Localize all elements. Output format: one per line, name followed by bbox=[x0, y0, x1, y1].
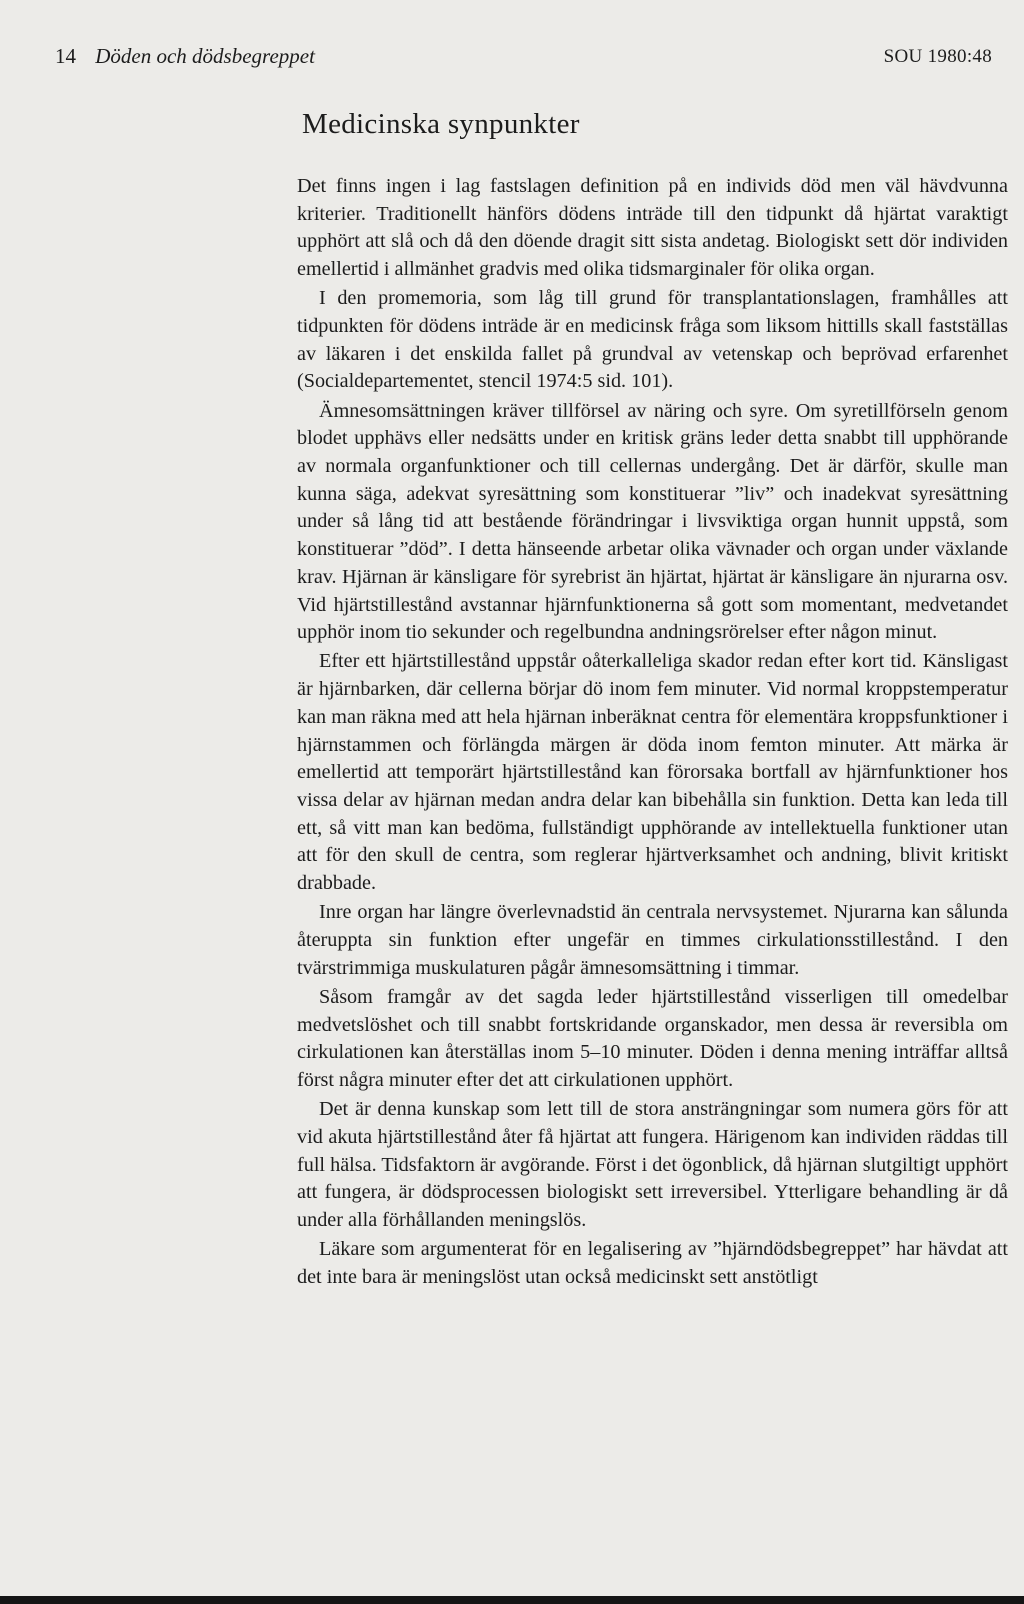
header-left bbox=[55, 44, 315, 69]
paragraph-6: Såsom framgår av det sagda leder hjärtstillestånd visserligen till omedelbar medvetslöshet och till snabbt fortskridande organskador, men dessa är reversibla om cirkulationen kan återställas inom 5–10 minuter. Döden i denna mening inträffar alltså först några minuter efter det att cirkulationen upphört. bbox=[297, 985, 1008, 1091]
paragraph-2: I den promemoria, som låg till grund för transplantationslagen, framhålles att tidpunkten för dödens inträde är en medicinsk fråga som liksom hittills skall fastställas av läkaren i det enskilda fallet på grundval av vetenskap och beprövad erfarenhet (Socialdepartementet, stencil 1974:5 sid. 101). bbox=[297, 287, 1008, 393]
paragraph-3: Ämnesomsättningen kräver tillförsel av näring och syre. Om syretillförseln genom blodet upphävs eller nedsätts under en kritisk gräns leder detta snabbt till upphörande av normala organfunktioner och till cellernas undergång. Det är därför, skulle man kunna säga, adekvat syresättning som konstituerar ”liv” och inadekvat syresättning under så lång tid att bestående förändringar i livsviktiga organ hunnit uppstå, som konstituerar ”död”. I detta hänseende arbetar olika vävnader och organ under växlande krav. Hjärnan är känsligare för syrebrist än hjärtat, hjärtat är känsligare än njurarna osv. Vid hjärtstillestånd avstannar hjärnfunktionerna så gott som momentant, medvetandet upphör inom tio sekunder och regelbundna andningsrörelser efter någon minut. bbox=[297, 399, 1008, 644]
running-title: Döden och dödsbegreppet bbox=[95, 44, 315, 68]
paragraph-1: Det finns ingen i lag fastslagen definition på en individs död men väl hävdvunna kriterier. Traditionellt hänförs dödens inträde till den tidpunkt då hjärtat varaktigt upphört att slå och då den döende dragit sitt sista andetag. Biologiskt sett dör individen emellertid i allmänhet gradvis med olika tidsmarginaler för olika organ. bbox=[297, 175, 1008, 281]
page-number: 14 bbox=[55, 44, 76, 68]
paragraph-8: Läkare som argumenterat för en legalisering av ”hjärndödsbegreppet” har hävdat att det inte bara är meningslöst utan också medicinskt sett anstötligt bbox=[297, 1238, 1008, 1288]
paragraph-7: Det är denna kunskap som lett till de stora ansträngningar som numera görs för att vid akuta hjärtstillestånd åter få hjärtat att fungera. Härigenom kan individen räddas till full hälsa. Tidsfaktorn är avgörande. Först i det ögonblick, då hjärnan slutgiltigt upphört att fungera, är dödsprocessen biologiskt sett irreversibel. Ytterligare behandling är då under alla förhållanden meningslös. bbox=[297, 1098, 1008, 1232]
body-text bbox=[297, 173, 1008, 1293]
paragraph-5: Inre organ har längre överlevnadstid än centrala nervsystemet. Njurarna kan sålunda återuppta sin funktion efter ungefär en timmes cirkulationsstillestånd. I den tvärstrimmiga muskulaturen pågår ämnesomsättning i timmar. bbox=[297, 901, 1008, 979]
section-title: Medicinska synpunkter bbox=[302, 108, 580, 140]
page-header bbox=[55, 44, 992, 76]
bottom-scan-edge bbox=[0, 1596, 1024, 1604]
paragraph-4: Efter ett hjärtstillestånd uppstår oåterkalleliga skador redan efter kort tid. Känsligast är hjärnbarken, där cellerna börjar dö inom fem minuter. Vid normal kroppstemperatur kan man räkna med att hela hjärnan inberäknat centra för elementära kroppsfunktioner i hjärnstammen och förlängda märgen är döda inom femton minuter. Att märka är emellertid att temporärt hjärtstillestånd kan förorsaka bortfall av hjärnfunktioner hos vissa delar av hjärnan medan andra delar kan bibehålla sin funktion. Detta kan leda till ett, så vitt man kan bedöma, fullständigt upphörande av intellektuella funktioner utan att för den skull de centra, som reglerar hjärtverksamhet och andning, blivit kritiskt drabbade. bbox=[297, 650, 1008, 895]
report-id: SOU 1980:48 bbox=[883, 46, 992, 67]
